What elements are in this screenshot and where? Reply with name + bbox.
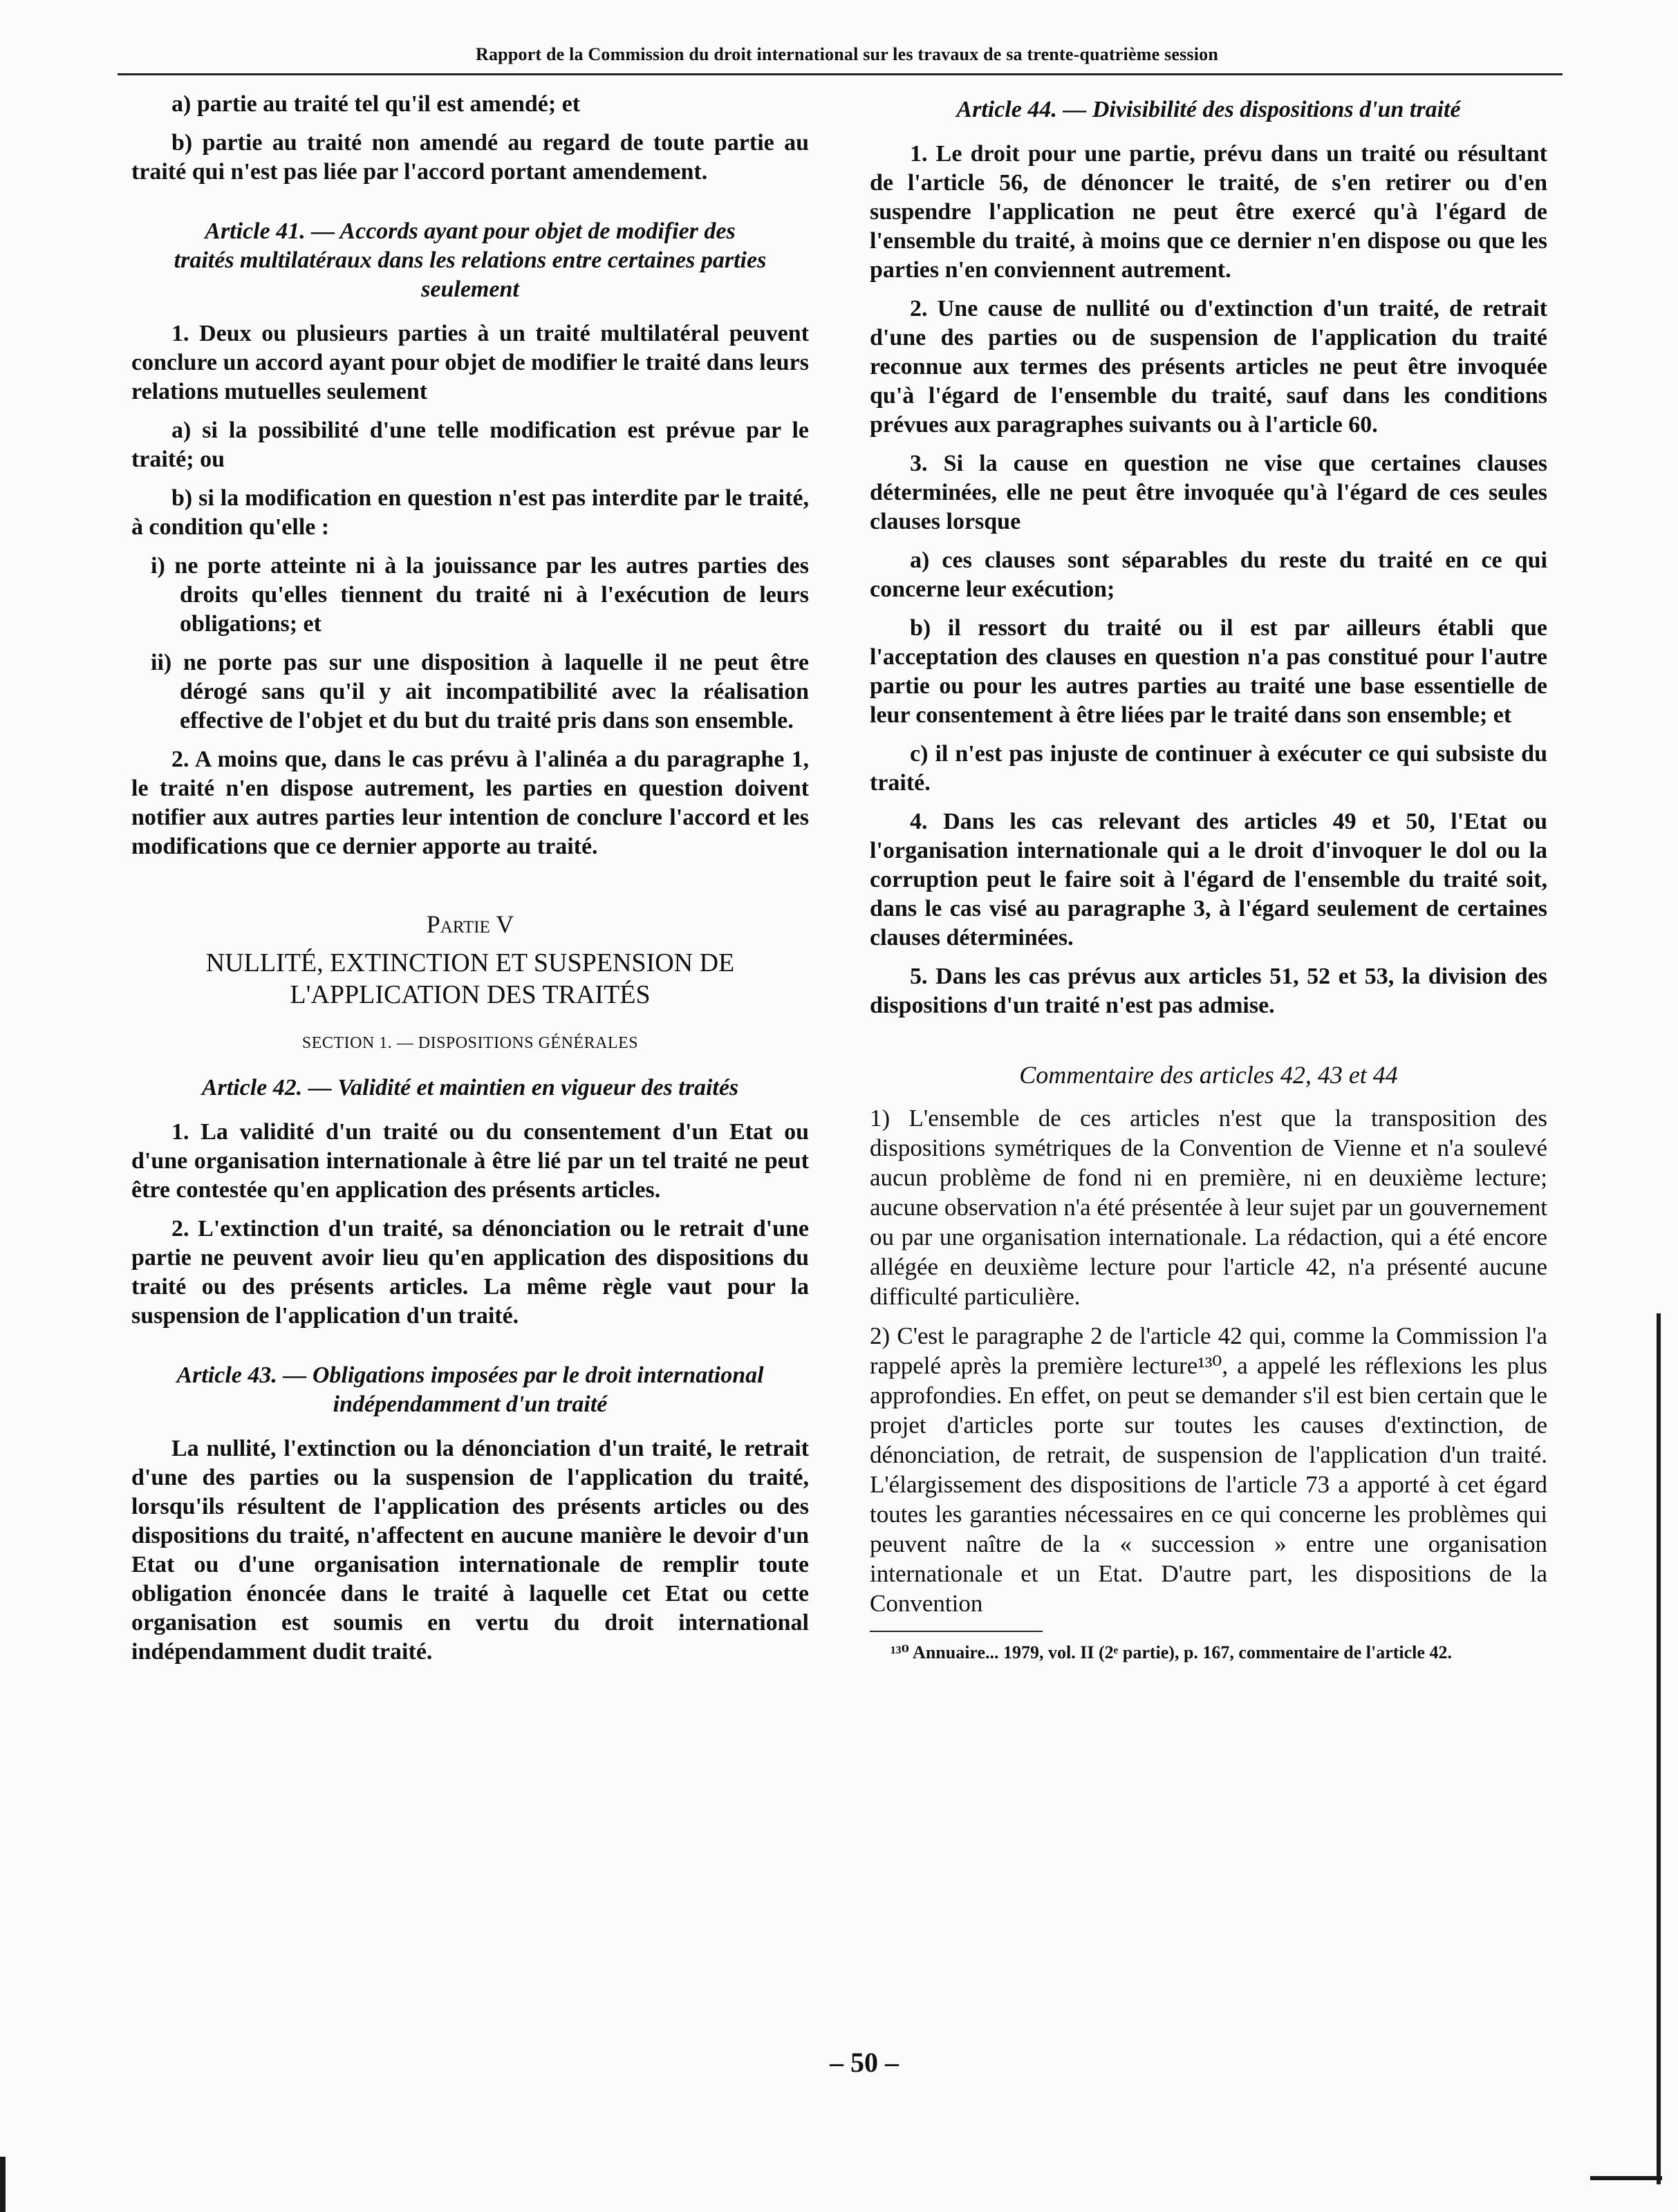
right-column xyxy=(870,90,1547,1674)
clause-b: b) partie au traité non amendé au regard de toute partie au traité qui n'est pas liée par l'accord portant amendement. xyxy=(131,130,809,185)
article-41-clause-a: a) si la possibilité d'une telle modification est prévue par le traité; ou xyxy=(131,418,809,472)
running-head: Rapport de la Commission du droit international sur les travaux de sa trente-quatrième session xyxy=(476,44,1218,64)
left-column xyxy=(131,90,809,1676)
article-41-clause-b: b) si la modification en question n'est pas interdite par le traité, à condition qu'elle : xyxy=(131,485,809,540)
page-number: – 50 – xyxy=(830,2047,899,2078)
article-42-paragraph-1: 1. La validité d'un traité ou du consentement d'un Etat ou d'une organisation internationale à être lié par un tel traité ne peut être contestée qu'en application des présents articles. xyxy=(131,1119,809,1203)
article-41-item-i: i) ne porte atteinte ni à la jouissance par les autres parties des droits qu'elles tiennent du traité ni à l'exécution de leurs obligations; et xyxy=(151,553,809,637)
article-44-paragraph-3: 3. Si la cause en question ne vise que certaines clauses déterminées, elle ne peut être invoquée qu'à l'égard de ces seules clauses lorsque xyxy=(870,451,1547,534)
section-title: SECTION 1. — DISPOSITIONS GÉNÉRALES xyxy=(301,1034,639,1052)
article-42-paragraph-2: 2. L'extinction d'un traité, sa dénonciation ou le retrait d'une partie ne peuvent avoir lieu qu'en application des dispositions du traité ou des présents articles. La même règle vaut pour la suspension de l'application d'un traité. xyxy=(131,1216,809,1329)
part-label: Partie V xyxy=(426,910,514,938)
scan-edge-left xyxy=(0,2157,6,2212)
article-44-clause-c: c) il n'est pas injuste de continuer à exécuter ce qui subsiste du traité. xyxy=(870,741,1547,796)
scan-edge-right xyxy=(1657,1313,1661,2184)
part-title: NULLITÉ, EXTINCTION ET SUSPENSION DE L'APPLICATION DES TRAITÉS xyxy=(205,948,735,1009)
article-42-title: Article 42. — Validité et maintien en vigueur des traités xyxy=(201,1075,739,1100)
article-44-paragraph-2: 2. Une cause de nullité ou d'extinction d'un traité, de retrait d'une des parties ou de suspension de l'application du traité reconnue aux termes des présents articles ne peut être invoquée qu'à l'égard de l'ensemble du traité, sauf dans les conditions prévues aux paragraphes suivants ou à l'article 60. xyxy=(870,296,1547,438)
clause-a: a) partie au traité tel qu'il est amendé; et xyxy=(171,91,581,117)
footnote-130: ¹³⁰ Annuaire... 1979, vol. II (2ᵉ partie), p. 167, commentaire de l'article 42. xyxy=(891,1642,1452,1662)
article-41-item-ii: ii) ne porte pas sur une disposition à laquelle il ne peut être dérogé sans qu'il y ait incompatibilité avec la réalisation effective de l'objet et du but du traité pris dans son ensemble. xyxy=(151,650,809,733)
article-44-paragraph-1: 1. Le droit pour une partie, prévu dans un traité ou résultant de l'article 56, de dénoncer le traité, de s'en retirer ou d'en suspendre l'application ne peut être exercé qu'à l'égard de l'ensemble du traité, à moins que ce dernier n'en dispose ou que les parties n'en conviennent autrement. xyxy=(870,141,1547,283)
commentary-title: Commentaire des articles 42, 43 et 44 xyxy=(1019,1061,1398,1089)
article-44-paragraph-4: 4. Dans les cas relevant des articles 49 et 50, l'Etat ou l'organisation internationale qui a le droit d'invoquer le dol ou la corruption peut le faire soit à l'égard de l'ensemble du traité soit, dans le cas visé au paragraphe 3, à l'égard seulement de certaines clauses déterminées. xyxy=(870,809,1547,950)
article-44-clause-b: b) il ressort du traité ou il est par ailleurs établi que l'acceptation des clauses en question n'a pas constitué pour l'autre partie ou pour les autres parties au traité une base essentielle de leur consentement à être liées par le traité dans son ensemble; et xyxy=(870,615,1547,728)
article-43-paragraph: La nullité, l'extinction ou la dénonciation d'un traité, le retrait d'une des parties ou la suspension de l'application du traité, lorsqu'ils résultent de l'application des présents articles ou des dispositions du traité, n'affectent en aucune manière le devoir d'un Etat ou d'une organisation internationale de remplir toute obligation énoncée dans le traité à laquelle cet Etat ou cette organisation est soumis en vertu du droit international indépendamment dudit traité. xyxy=(131,1436,809,1665)
article-41-paragraph-2: 2. A moins que, dans le cas prévu à l'alinéa a du paragraphe 1, le traité n'en dispose autrement, les parties en question doivent notifier aux autres parties leur intention de conclure l'accord et les modifications que ce dernier apporte au traité. xyxy=(131,747,809,859)
commentary-paragraph-2: 2) C'est le paragraphe 2 de l'article 42 qui, comme la Commission l'a rappelé après la première lecture¹³⁰, a appelé les réflexions les plus approfondies. En effet, on peut se demander s'il est bien certain que le projet d'articles porte sur toutes les causes d'extinction, de dénonciation, de retrait, de suspension de l'application d'un traité. L'élargissement des dispositions de l'article 73 a apporté à cet égard toutes les garanties nécessaires en ce qui concerne les problèmes qui peuvent naître de la « succession » entre une organisation internationale et un Etat. D'autre part, les dispositions de la Convention xyxy=(870,1322,1547,1617)
commentary-paragraph-1: 1) L'ensemble de ces articles n'est que la transposition des dispositions symétriques de la Convention de Vienne et n'a soulevé aucun problème de fond ni en première, ni en deuxième lecture; aucune observation n'a été présentée à leur sujet par un gouvernement ou par une organisation internationale. La rédaction, qui a été encore allégée en deuxième lecture pour l'article 42, n'a présenté aucune difficulté particulière. xyxy=(870,1105,1547,1310)
header-rule xyxy=(118,73,1563,75)
footnote-rule xyxy=(870,1631,1043,1632)
article-44-clause-a: a) ces clauses sont séparables du reste du traité en ce qui concerne leur exécution; xyxy=(870,547,1547,602)
article-44-paragraph-5: 5. Dans les cas prévus aux articles 51, 52 et 53, la division des dispositions d'un traité n'est pas admise. xyxy=(870,964,1547,1018)
article-41-paragraph-1: 1. Deux ou plusieurs parties à un traité multilatéral peuvent conclure un accord ayant pour objet de modifier le traité dans leurs relations mutuelles seulement xyxy=(131,321,809,404)
article-41-title: Article 41. — Accords ayant pour objet de modifier des traités multilatéraux dans les relations entre certaines parties seulement xyxy=(174,218,767,302)
article-44-title: Article 44. — Divisibilité des dispositions d'un traité xyxy=(956,97,1461,122)
scan-edge-bottom xyxy=(1590,2176,1662,2180)
article-43-title: Article 43. — Obligations imposées par le droit international indépendamment d'un traité xyxy=(176,1362,764,1417)
